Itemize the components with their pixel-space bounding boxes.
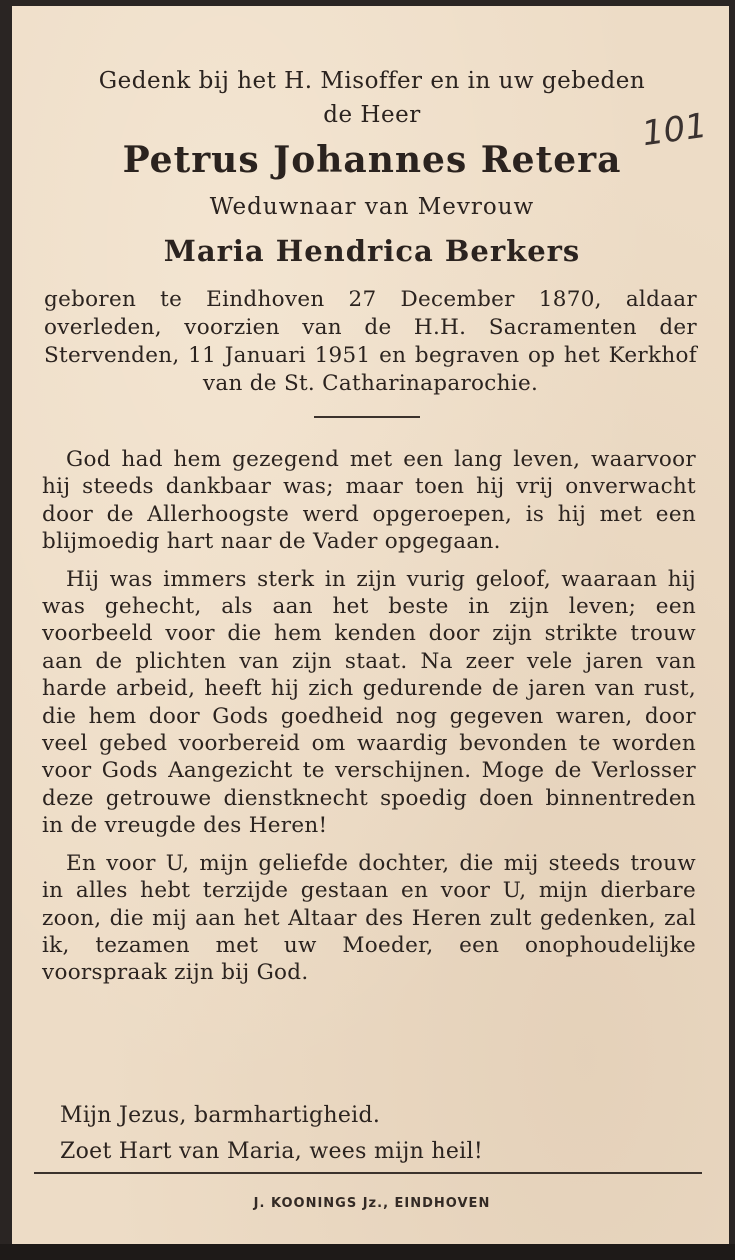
handwritten-mark: 101 bbox=[639, 105, 710, 155]
prayer-line: Zoet Hart van Maria, wees mijn heil! bbox=[60, 1139, 483, 1164]
memorial-card bbox=[12, 6, 729, 1244]
paragraph: God had hem gezegend met een lang leven, waarvoor hij steeds dankbaar was; maar toen hij vrij onverwacht door de Allerhoogste werd opgeroepen, is hij met een blijmoedig hart naar de Vader opgegaan. bbox=[42, 447, 696, 555]
spouse-name: Maria Hendrica Berkers bbox=[163, 234, 581, 268]
biography: geboren te Eindhoven 27 December 1870, aldaar overleden, voorzien van de H.H. Sacramenten der Stervenden, 11 Januari 1951 en begraven op het Kerkhof van de St. Catharinaparochie. bbox=[44, 287, 697, 396]
intro-line: Gedenk bij het H. Misoffer en in uw gebeden bbox=[98, 68, 646, 94]
divider-short bbox=[314, 416, 420, 418]
widower-line: Weduwnaar van Mevrouw bbox=[209, 194, 535, 220]
prayer-line: Mijn Jezus, barmhartigheid. bbox=[60, 1103, 381, 1128]
scan-edge bbox=[0, 1244, 735, 1260]
prayers bbox=[60, 1098, 700, 1170]
deceased-name: Petrus Johannes Retera bbox=[122, 139, 622, 181]
paragraph: Hij was immers sterk in zijn vurig geloof, waaraan hij was gehecht, als aan het beste in zijn leven; een voorbeeld voor die hem kenden door zijn strikte trouw aan de plichten van zijn staat. Na zeer vele jaren van harde arbeid, heeft hij zich gedurende de jaren van rust, die hem door Gods goedheid nog gegeven waren, door veel gebed voorbereid om waardig bevonden te worden voor Gods Aangezicht te verschijnen. Moge de Verlosser deze getrouwe dienstknecht spoedig doen binnentreden in de vreugde des Heren! bbox=[42, 566, 696, 839]
printer-credit: J. KOONINGS Jz., EINDHOVEN bbox=[253, 1196, 491, 1211]
paragraph: En voor U, mijn geliefde dochter, die mij steeds trouw in alles hebt terzijde gestaan en voor U, mijn dierbare zoon, die mij aan het Altaar des Heren zult gedenken, zal ik, tezamen met uw Moeder, een onophoudelijke voorspraak zijn bij God. bbox=[42, 850, 696, 986]
body-text bbox=[42, 446, 696, 997]
intro-title: de Heer bbox=[323, 102, 421, 128]
intro-block bbox=[42, 64, 702, 132]
divider-long bbox=[34, 1172, 702, 1174]
